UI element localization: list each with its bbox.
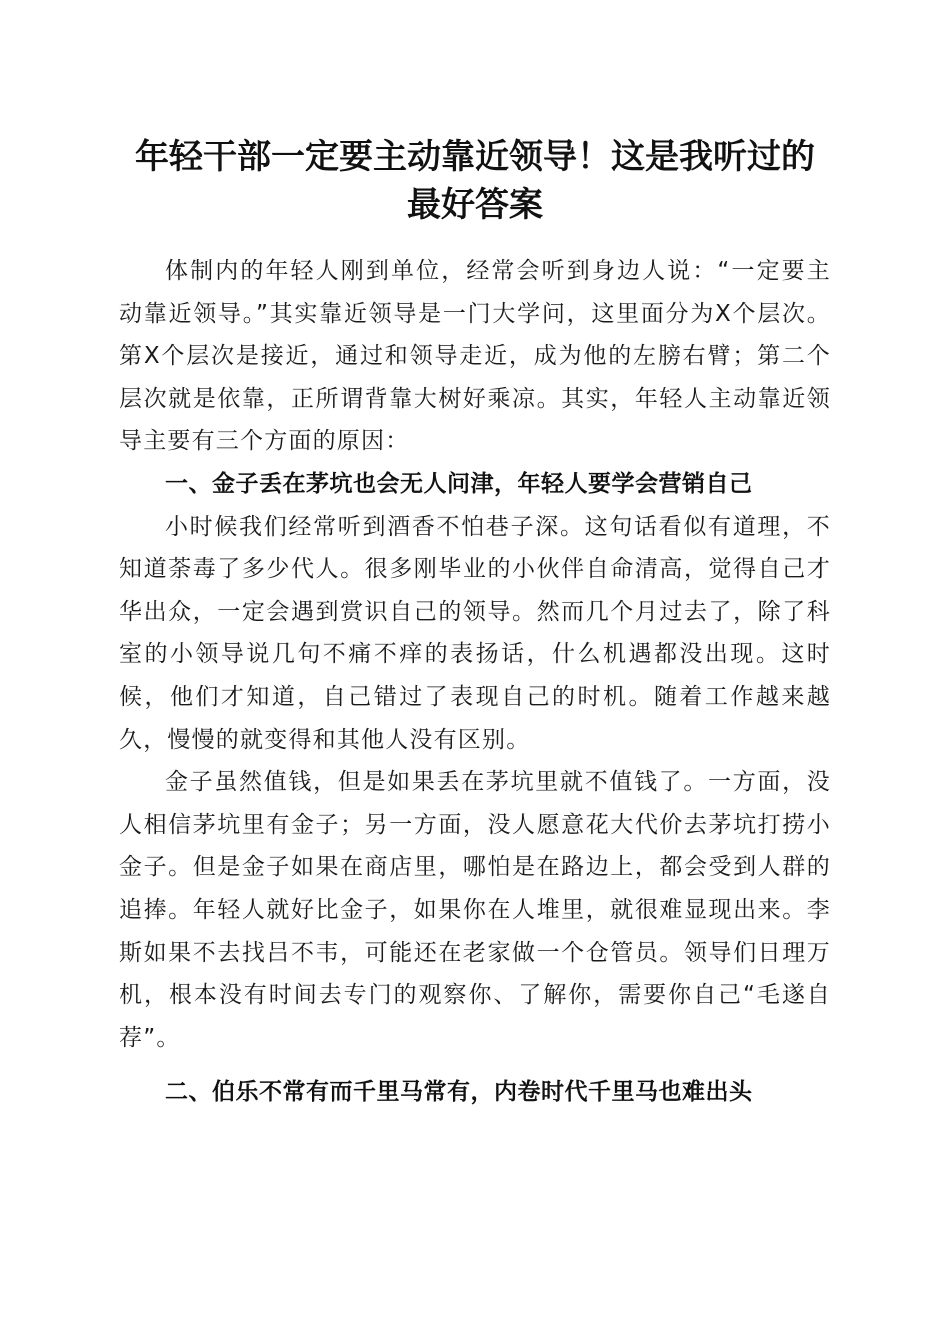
section-heading-1: 一、金子丢在茅坑也会无人问津，年轻人要学会营销自己 bbox=[165, 470, 753, 497]
section-1-paragraph-1: 小时候我们经常听到酒香不怕巷子深。这句话看似有道理，不知道荼毒了多少代人。很多刚毕业的小伙伴自命清高，觉得自己才华出众，一定会遇到赏识自己的领导。然而几个月过去了，除了科室的小领导说几句不痛不痒的表扬话，什么机遇都没出现。这时候，他们才知道，自己错过了表现自己的时机。随着工作越来越久，慢慢的就变得和其他人没有区别。 bbox=[119, 513, 831, 753]
document-title bbox=[100, 133, 850, 229]
section-1-paragraph-2: 金子虽然值钱，但是如果丢在茅坑里就不值钱了。一方面，没人相信茅坑里有金子；另一方面，没人愿意花大代价去茅坑打捞小金子。但是金子如果在商店里，哪怕是在路边上，都会受到人群的追捧。年轻人就好比金子，如果你在人堆里，就很难显现出来。李斯如果不去找吕不韦，可能还在老家做一个仓管员。领导们日理万机，根本没有时间去专门的观察你、了解你，需要你自己“毛遂自荐”。 bbox=[119, 769, 831, 1051]
intro-paragraph: 体制内的年轻人刚到单位，经常会听到身边人说：“一定要主动靠近领导。”其实靠近领导是一门大学问，这里面分为X个层次。第X个层次是接近，通过和领导走近，成为他的左膀右臂；第二个层次就是依靠，正所谓背靠大树好乘凉。其实，年轻人主动靠近领导主要有三个方面的原因： bbox=[119, 258, 831, 455]
section-heading-2: 二、伯乐不常有而千里马常有，内卷时代千里马也难出头 bbox=[165, 1079, 753, 1106]
title-line-2: 最好答案 bbox=[407, 185, 543, 225]
title-line-1: 年轻干部一定要主动靠近领导！这是我听过的 bbox=[135, 137, 815, 177]
document-body bbox=[119, 250, 831, 1114]
